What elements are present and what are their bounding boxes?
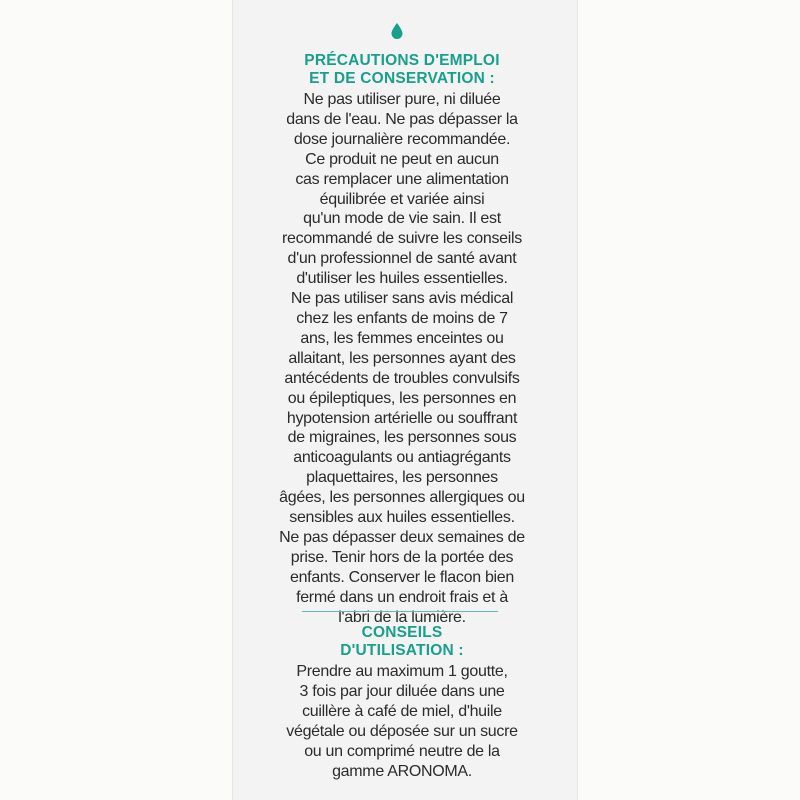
text-line: Prendre au maximum 1 goutte, [296,663,508,680]
text-line: cuillère à café de miel, d'huile [302,702,502,720]
text-line: Ne pas utiliser sans avis médical [290,290,514,308]
text-line: cas remplacer une alimentation [295,170,509,188]
text-line: Ne pas utiliser pure, ni diluée [303,91,501,108]
text-line: ans, les femmes enceintes ou [300,329,504,347]
text-line: ou épileptiques, les personnes en [287,389,517,407]
usage-heading-line: CONSEILS [361,624,443,641]
text-line: d'un professionnel de santé avant [287,250,517,268]
usage-heading [252,624,552,660]
precautions-heading-line: PRÉCAUTIONS D'EMPLOI [304,52,500,69]
text-line: ou un comprimé neutre de la [304,742,500,760]
text-line: chez les enfants de moins de 7 [296,309,508,327]
text-line: l'abri de la lumière. [338,608,466,626]
text-line: d'utiliser les huiles essentielles. [296,270,508,288]
usage-text [252,662,552,781]
precautions-heading [252,52,552,88]
precautions-text [252,90,552,627]
text-line: Ne pas dépasser deux semaines de [279,528,525,546]
water-drop-icon [390,22,404,40]
precautions-section [252,52,552,627]
text-line: dose journalière recommandée. [293,130,511,148]
text-line: végétale ou déposée sur un sucre [286,722,518,740]
text-line: qu'un mode de vie sain. Il est [303,210,501,228]
text-line: équilibrée et variée ainsi [319,190,485,208]
text-line: allaitant, les personnes ayant des [288,349,516,367]
text-line: dans de l'eau. Ne pas dépasser la [286,110,518,128]
text-line: âgées, les personnes allergiques ou [279,489,525,507]
text-line: de migraines, les personnes sous [287,429,517,447]
text-line: sensibles aux huiles essentielles. [289,509,515,527]
text-line: fermé dans un endroit frais et à [296,588,508,606]
text-line: hypotension artérielle ou souffrant [286,409,518,427]
text-line: plaquettaires, les personnes [306,469,498,487]
text-line: enfants. Conserver le flacon bien [289,568,514,586]
usage-heading-line: D'UTILISATION : [340,642,464,659]
text-line: 3 fois par jour diluée dans une [299,682,505,700]
background-left [0,0,232,800]
section-divider [302,611,498,612]
text-line: antécédents de troubles convulsifs [284,369,520,387]
text-line: prise. Tenir hors de la portée des [290,548,514,566]
text-line: gamme ARONOMA. [332,762,472,780]
background-right [578,0,800,800]
text-line: Ce produit ne peut en aucun [305,150,499,168]
precautions-heading-line: ET DE CONSERVATION : [309,70,495,87]
text-line: anticoagulants ou antiagrégants [293,449,511,467]
usage-section [252,624,552,781]
text-line: recommandé de suivre les conseils [282,230,522,248]
